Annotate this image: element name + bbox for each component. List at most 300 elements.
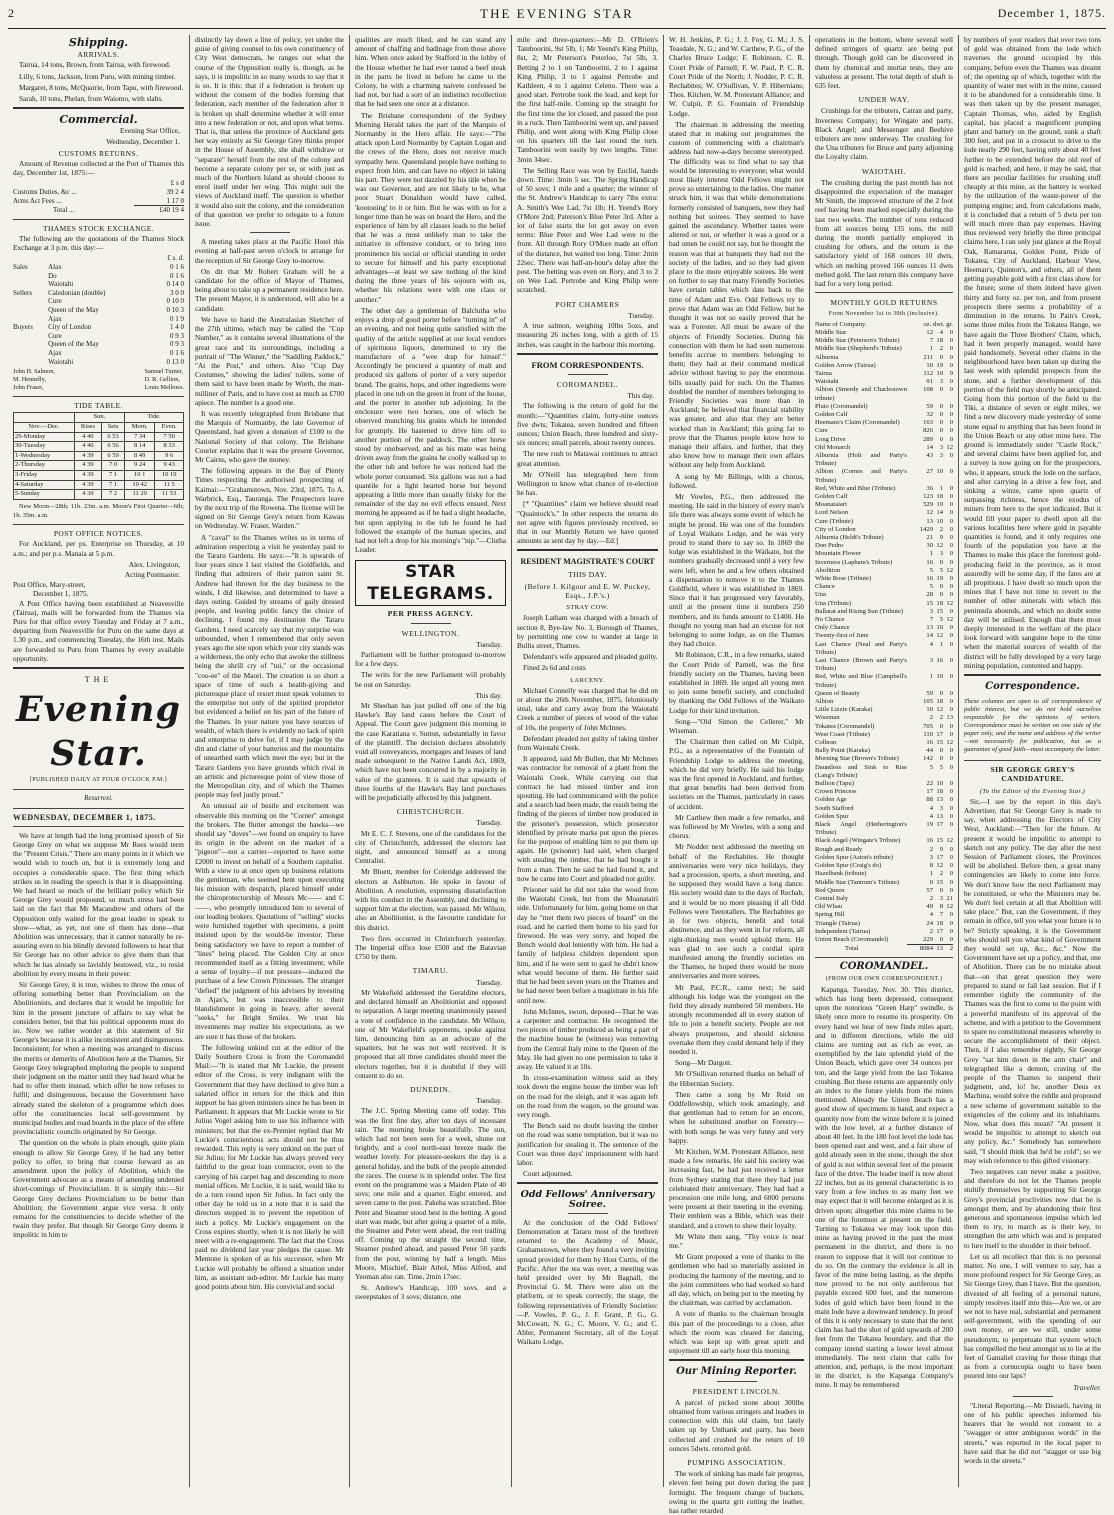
gold-company: Middle Star [815,328,847,336]
stock-row: Do 0 1 6 [48,271,184,280]
oddfellows-paragraph: A song by Mr Billings, with a chorus, followed. [669,471,804,490]
gold-amount: 18 [936,788,943,796]
gold-amount: 12 [946,837,953,845]
gold-amount: 17 [936,853,943,861]
nameplate-the: THE [84,674,113,684]
gold-amount: 19 [926,821,933,829]
gold-amount: 12 [946,566,953,574]
gold-amount: 0 [939,435,943,443]
gold-amount: 4 [929,911,933,919]
gold-amount: 0 [939,935,943,943]
editorial-paragraph: We have at length had the long promised speech of Sir George Grey on what we suppose Mr Rees would term the "Present Crisis." There are many points in it which we would wish to touch on, but it is extremely long and occupies a considerable space. The first thing which strikes us in reading the speech is that it is disappointing. We had heard so much of the brilliant policy which Sir George Grey would propound, so much stress had been laid on the fact that Mr Macandrew and others of the Opposition only waited for the great leader to speak to show—what, as yet, not one of them has done—that Abolition was unnecessary, that it cannot naturally be re-assuring even to his blindly devoted followers to hear that Sir George has no other advice to give them than that which he has already so lavishly bestowed, viz., to resist abolition by every means in their power. [13,830,184,978]
coromandel-paragraph: Kapanga, Tuesday, Nov. 30. This district, which has long been depressed, consequent upon the notorious "Green Harp" swindle, is likely once more to resume its prosperity. On every hand we hear of new finds miles apart, and in different directions, while the old claims are turning out as rich as ever, as exemplified by the late splendid yield of the Union Beach, which gave over 34 ounces per ton, and the large yield from the last Tokatea crushing. But these returns are apparently only an index to the future yields from the mines mentioned. Already the Union Beach has a good show of specimens in hand, and expect a quantity now from the winze before it is joined with the low level, at a further distance of about 40 feet. In the 180 foot level the lode has been opened east and west, and a fair show of gold already seen in the stone, though the shot of gold is not within several feet of the present face of the drive. The leader itself is now about 22 inches, but as its general characteristic is to vary from a few inches to as many feet we may expect that it will become enlarged as it is driven upon; altogether this mine claims to be one of the foremost at present on the field. Turning to Tokatea we may look upon this mine as having proved in the past the most permanent in the district, and there is no reason to suppose that it will not continue to do so. On the contrary the evidence is all in favor of the mine being lasting, as the depths now proved to be not only auriferous but payable exceed 600 feet, and the numerous lodes of gold which have been found in the main lode have a downward tendency. In proof of this it is only necessary to state that the next claim has had the shot of gold upwards of 200 feet from the Tokatea boundary, and that the company intend starting a lower level almost immediately. The next claim that calls for attention, and, perhaps, is the most important in the district, is the Kapanga Company's mine. It may be remembered [815,984,953,1390]
gold-return-row [815,641,953,657]
telegram-paragraph: Two fires occurred in Christchurch yesterday. The Imperial office lose £500 and the Batavian £750 by them. [355,933,506,962]
court-paragraph: John McInnes, sworn, deposed—That he was a carpenter and contractor. He recognised the two pieces of timber produced as being a part of the machine house he (witness) was removing from the Central Italy mine to the Queen of the May. He had given no one permission to take it away. He valued it at 10s. [517,1006,658,1071]
broker-signatures: John H. Salmon, M. Hennelly, John Fraser, Samuel Turner, D. R. Gellion, Louis Mellows. [13,368,184,392]
news-paragraph: qualities are much liked, and he can stand any amount of chaffing and badinage from those above him. When once asked by Stafford in the lobby of the House whether he had ever tasted a beef steak in the parts he lived in before he came to the Colony, he with a charming naivete confessed he had not, but had a sort of an indistinct recollection that he had seen one once at a distance. [355,35,506,109]
running-head [8,6,1106,29]
gold-amount: 0 [949,870,953,878]
gold-company: Albion [815,698,834,706]
news-paragraph: The following unkind cut at the editor of the Daily Southern Cross is from the Coromandel Mail:—"It is stated that Mr Luckie, the present editor of the Cross, is very indignant with the Government that they have declined to give him a salaried office in return for the thick and thin support he has given ministers since he has been in Parliament. It appears that Mr Luckie wrote to Sir Julius Vogel asking him to use his influence with ministers; but that the ex-Premier replied that Mr Luckie's conscientious acts should not be thus rewarded. This reply is very unkind on the part of Sir Julius; for Mr Luckie has always proved very faithful to the great loan contractor, even to the carrying of his carpet bag and descending to more menial offices. Mr Luckie, it is said, would like to do a turn round upon Sir Julius. In fact only the other day he told us in a note that it is said the directors stepped in to prevent the repetition of such a policy. Mr Luckie's engagement on the Cross expires shortly, when it is not likely he will meet with a re-engagement. The fact that the Cross paid no dividend last year pledges the cause. Mr Mentone is spoken of as his successor, when Mr Luckie will probably be offered a situation under him, as assistant sub-editor. Mr Luckie has many good points about him. His convivial and social [195,1042,344,1292]
day-label: This day. [627,391,654,401]
correspondent-paragraph: Mr O'Neill has telegraphed here from Wellington to know what chance of re-election he has. [517,469,658,498]
gold-amount: 0 [949,878,953,886]
divider [13,789,184,790]
gold-amount: 0 [949,911,953,919]
oddfellows-paragraph: Mr Carthew then made a few remarks, and was followed by Mr Vowles, with a song and chorus. [669,812,804,841]
gold-amount: 13 [926,624,933,632]
gold-amount: 14 [926,443,933,451]
published-line: [PUBLISHED DAILY AT FOUR O'CLOCK P.M.] [29,777,168,784]
gold-amount: 17 [926,788,933,796]
gold-return-row [815,755,953,763]
dateline-timaru: TIMARU. [412,966,449,976]
gold-amount: 12 [946,739,953,747]
letter-paragraph: Let us all recollect that this is no personal matter. No one, I will venture to say, has a more profound respect for Sir George Grey, as Sir George Grey, than I have. But the question, divested of all feeling of a personal nature, simply resolves itself into this—Are we, or are we not to have real, substantial and permanent self-government, with the spending of our own money, or are we still, under some pseudonym, to perpetuate that system which has compelled the best amongst us to lie at the feet of Gamaliel craving for those things that as from a cornucopia ought to have been poured into our laps? [964,1251,1101,1381]
court-paragraph: It appeared, said Mr Bullen, that Mr McInnes was contractor for removal of a plant from the Waiotahi Creek. While carrying out that contract he had missed timber and iron spouting. He had communicated with the police and a search had been made, the result being the finding of the pieces of timber now produced in the prisoner's possession, which prosecutor identified by private marks put upon the pieces for the purpose of enabling him to put them up again. He (prisoner) had said, when charged with stealing the timber, that he had bought it from a man. Then he said he had found it, and now he came into Court and pleaded not guilty. [517,754,659,883]
issue-date: December 1, 1875. [997,6,1106,20]
gold-amount: 0 [949,706,953,714]
gold-amount: 4 [939,328,943,336]
gold-return-row [815,559,953,567]
oddfellows-paragraph: Mr Grant proposed a vote of thanks to the gentlemen who had so materially assisted in producing the harmony of the meeting, and to the joint committees who had worked so hard all day, which, on being put to the meeting by the chairman, was carried by acclamation. [669,1252,804,1308]
gold-amount: 0 [939,747,943,755]
gold-amount: 0 [949,550,953,558]
gold-company: Central Italy [815,894,849,902]
mining-reporter-heading: Our Mining Reporter. [676,1366,797,1378]
divider [815,292,953,293]
gold-return-row [815,436,953,444]
column-5 [664,35,810,1515]
divider [1013,1396,1053,1397]
gold-amount: 0 [949,402,953,410]
gold-amount: 8 [939,903,943,911]
gold-amount: 142 [923,755,933,763]
gold-amount: 0 [949,525,953,533]
gold-company: Black Angel (Hetherington's Tribute) [815,821,907,837]
gold-return-row [815,583,953,591]
dateline-dunedin: DUNEDIN. [410,1084,451,1094]
oddfellows-paragraph: The chairman in addressing the meeting stated that in making out programmes the custom of commencing with a chairman's address had now-a-days become stereotyped. The difficulty was to find what to say that would be interesting to everyone; what would most likely interest Odd Fellows might not prove so entertaining to the ladies. One matter struck him, it was that while demonstrations formerly consisted of banquets, now they had nothing but soirees. They seemed to have gained the ascendancy. Whether tastes were altered or not, or whether it was a good or a bad omen he could not say, but he thought the reason was that at banquets they had not the society of the ladies, and so they had given place to the more enjoyable soirees. He went on further to say that many Friendly Societies have certain tables which date back to the time of Adam and Eve. Odd Fellows try to prove that Adam was an Odd Fellow, but he thought it was not so easily proved that he was a Forester. All must be aware of the objects of Friendly Societies. During his connection with them he had seen numerous benefits accrue to members belonging to them; they had at their command medical advice without having to pay the enormous bills usually paid for such. On the Thames doubled the number of members belonging to Friendly Societies was more than in Auckland; he believed that financial stability was greater, and also that they are better worked than in Auckland; this going far to prove that the Thames people know how to manage their affairs, and further, that they also know how to manage their own affairs without any help from Auckland. [669,119,804,470]
gold-return-row [815,354,953,362]
gold-amount: 32 [926,410,933,418]
gold-returns-subheading: From November 1st to 30th (inclusive). [828,311,940,318]
telegram-paragraph: Mr E. C. J. Stevens, one of the candidates for the city of Christchurch, addressed the electors last night, and announced himself as a strong Centralist. [355,828,506,866]
gold-amount: 0 [939,689,943,697]
gold-amount: 12 [936,706,943,714]
gold-amount: 112 [923,369,933,377]
gold-amount: 0 [939,591,943,599]
gold-company: Bally Point (Karaka) [815,747,870,755]
gold-amount: 15 [936,837,943,845]
gold-amount: 0 [949,730,953,738]
nameplate: Evening Star. [16,689,181,775]
gold-return-row [815,714,953,722]
gold-company: Chance [815,583,835,591]
divider [517,353,658,357]
stock-row: Buyers City of London 1 4 0 [13,323,184,332]
gold-amount: 0 [949,804,953,812]
gold-return-row [815,698,953,706]
gold-returns-table [815,321,953,954]
telegram-paragraph: St. Andrew's Handicap, 100 sovs. and a sweepstakes of 3 sovs; distance, one [355,1283,506,1302]
telegram-paragraph: Mr Bluett, member for Coleridge addressed the electors at Ashburton. He spoke in favour of Abolition. A resolution, expressing dissatisfaction with his conduct in the Assembly, and declining to support him at the election, was passed. Mr Wilson, also an Abolitionist, is the favourite candidate for this district. [355,867,506,932]
arrival-item: Margaret, 8 tons, McQuarrie, from Tapu, with firewood. [19,82,184,92]
gold-amount: 0 [949,435,953,443]
gold-amount: 16 [936,657,943,665]
gold-company: City of London [815,525,856,533]
gold-amount: 10 [926,706,933,714]
gold-amount: 18 [936,492,943,500]
gold-total-row: Total 8084 13 2 [845,944,953,953]
gold-return-row [815,378,953,386]
gold-amount: 13 [936,812,943,820]
gold-amount: 13 [936,796,943,804]
mining-paragraph: Crushings for the tributers, Catran and party, Inverness Company; for Wingate and party, Black Angel; and Messenger and Beehive tributers are now underway. The crushing for the Una tributers for Bruce and party adjoining the Loyalty claim. [815,106,953,162]
motto: Resurrexi. [84,794,113,803]
gold-amount: 59 [926,689,933,697]
gold-amount: 12 [926,328,933,336]
gold-amount: 19 [936,574,943,582]
news-paragraph: We have to hand the Australasian Sketcher of the 27th ultimo, which may be called the "Cup Number," as it contains several illustrations of the great race and its surroundings, including a portrait of "The Winner," the "Saddling Paddock," "At the Post," and others. Also "Cup Day Costumes," showing the ladies' toilets, some of them said to have been made by Worth, the man-milliner of Paris, and to have cost as much as £700 apiece. The number is a good one. [195,314,344,407]
arrivals-list [13,60,184,103]
correspondents-heading: FROM CORRESPONDENTS. [531,359,644,370]
gold-amount: 108 [923,386,933,394]
oddfellows-paragraph: Mr Paul, P.C.R., came next; he said although his lodge was the youngest on the field they already numbered 50 members. He strongly recommended all in every station of life to join a benefit society. People are not always prosperous, and should sickness overtake them they could demand help if they needed it. [669,982,804,1056]
gold-return-row [815,575,953,583]
gold-company: Only Chance [815,624,850,632]
news-paragraph: An unusual air of bustle and excitement was observable this morning on the "Corner" amongst the brokers. The flutter amongst the hawks—we should say "doves"—we found on enquiry to have its origin in the advent on the market of a "pigeon"—not a carrier—reported to have some £2000 to invest on behalf of a Southern capitalist. With a view to at once open up business relations the gentleman, who seemed bent upon executing his mission with despatch, placed himself under the chiroprotectorship of Messrs Mc—— and C——, who promptly introduced him to several of our leading brokers. Quotations of "selling" stocks were furnished together with specimens, a point insisted upon by the would-be investor. These being satisfactory we have to report a number of "lines" being placed. The Golden City at once recommended itself as a fitting investment; while a sense of loyalty—if not pressure—induced the purchase of a few Crown Princesses. The stranger "defied" the judgment of his advisers by investing in Ajax's, but was inaccessible to their blandishment in going in heavy, after several "seeks," for Bright Smiles. We trust his investments may realize his expectations, as we are sure it has those of the brokers. [195,801,344,1041]
gold-return-row [815,501,953,509]
gold-amount: 21 [946,894,953,902]
day-label: Tuesday. [476,639,502,649]
gold-company: Middle Star (Tantrum's Tribute) [815,878,900,886]
gold-amount: 0 [949,788,953,796]
divider [13,667,184,671]
oddfellows-paragraph: Song—"Old Simon the Cellerer," Mr Wiseman. [669,716,804,736]
gold-return-row [815,518,953,526]
stock-text: The following are the quotations of the Thames Stock Exchange at 3 p.m. this day:— [13,234,184,253]
gold-return-row [815,854,953,862]
gold-return-row [815,534,953,542]
gold-return-row [815,706,953,714]
gold-amount: 5 [939,566,943,574]
stock-row: Cure 0 9 3 [48,331,184,340]
gold-company: Abolition [815,566,841,574]
gold-amount: 16 [926,574,933,582]
gold-amount: 5 [939,763,943,771]
gold-amount: 12 [936,542,943,550]
gold-company: Alburnia (Heldt's Tribute) [815,533,884,541]
news-paragraph: The Brisbane correspondent of the Sydney Morning Herald takes the part of the Marquis of Normanby in the Hero affair. He says:—"The attack upon Lord Normanby by Captain Logan and the crews of the Hero, does not receive much sympathy here. Queensland people have nothing to expect from him, and can have no object in taking his part. They were not dazzled by his title when he was our Governor, and are not likely to be, what poor Stuart Donaldson would have called, 'kootooing' to it or him. But he was with us for a longer time than he was on board the Hero, and the experience of him by all classes leads to the belief that he was a most unlikely man to take the initiative in offensive conduct, or to bring into prominence his social or official standing in order to secure for himself and his party exceptional advantages—at least we saw nothing of the kind during the three years of his sojourn with us, whether his relations were with one class or another." [355,110,506,304]
gold-company: Black Angel (Wingate's Tribute) [815,837,901,845]
customs-row: Arms Act Fees ... 1 17 0 [13,196,184,205]
gold-return-row [815,862,953,870]
gold-company: Ballarat and Rising Sun (Tribute) [815,607,904,615]
gold-amount: 49 [926,903,933,911]
gold-company: Cure [815,427,828,435]
oddfellows-heading: Odd Fellows' Anniversary Soiree. [520,1189,655,1210]
oddfellows-paragraph: The Chairman then called on Mr Culpit, P.G., as a representative of the Fountain of Friendship Lodge to address the meeting, which he did very briefly. He said his lodge was the first opened in Auckland, and further, that great benefits had been derived from societies on the Thames, particularly in cases of accident. [669,737,804,811]
gold-amount: 1 [939,640,943,648]
gold-amount: 826 [923,427,933,435]
gold-amount: 43 [926,451,933,459]
gold-amount: 88 [926,796,933,804]
gold-company: Una (Tribute) [815,599,852,607]
gold-company: Red, White and Blue (Tribute) [815,484,896,492]
gold-return-row [815,747,953,755]
divider [717,1381,757,1382]
gold-return-row [815,723,953,731]
gold-amount: 3 [929,607,933,615]
gold-col-units: oz. dwt. gr. [923,320,953,328]
gold-company: Waiotahi [815,378,839,386]
gold-amount: 17 [936,927,943,935]
gold-amount: 0 [949,927,953,935]
gold-amount: 12 [936,632,943,640]
gold-amount: 163 [923,419,933,427]
gold-amount: 10 [936,624,943,632]
gold-amount: 0 [949,492,953,500]
post-text: For Auckland, per ps. Enterprise on Thursday, at 10 a.m.; and per p.s. Manaia at 5 p.m. [13,539,184,558]
post-date: December 1, 1875. [33,589,89,599]
news-paragraph: On dit that Mr Robert Graham will be a candidate for the office of Mayor of Thames, being about to take up a permanent residence here. The present Mayor, it is understood, will also be a candidate. [195,266,344,313]
gold-return-row [815,887,953,895]
gold-amount: 12 [946,599,953,607]
divider [250,232,290,233]
gold-amount: 5 [929,763,933,771]
gold-amount: 7 [929,616,933,623]
tide-row: 4-Saturday 4 39 7 1 10 42 11 5 [14,480,184,490]
case-heading: STRAY COW. [566,604,609,612]
gold-company: Tairua [815,369,832,377]
gold-company: Golden Spur (Craig's do) [815,862,882,870]
gold-amount: 0 [949,640,953,648]
oddfellows-paragraph: Mr Vowles, P.G., then addressed the meeting. He said in the history of every man's life there was always some event of which he might be proud. He was one of the founders of Loyal Waikato Lodge, and he was very proud to stand there to say so. In 1869 the lodge was established in the Waikato, but the numbers gradually decreased until a very few were left, when he and a few others obtained a dispensation to remove it to the Thames Goldfield, where it was established in 1869. Since that it has progressed very favorably, until at the present time it numbers 250 members, and its funds amount to £1400. He thought no young man had an excuse for not belonging to some lodge, as on the Thames they had choice. [669,491,804,649]
gold-company: Golden Spur [815,812,849,820]
gold-return-row [815,452,953,468]
gold-amount: 0 [949,574,953,582]
gold-amount: 10 [936,501,943,509]
gold-amount: 0 [949,755,953,763]
day-label: Tuesday. [476,977,502,987]
gold-amount: 0 [949,657,953,665]
post-title: Acting Postmaster. [124,569,180,579]
gold-amount: 3 [939,451,943,459]
court-paragraph: Defendant pleaded not guilty of taking timber from Waiotahi Creek. [517,733,658,753]
editor-note: [* "Quantities" claim we believe should read "Quaintock's." In other respects the returns do not agree with figures previously received, so that in our Monthly Return we have quoted amounts as sent day by day.—Ed.] [517,499,658,546]
telegram-paragraph: The writs for the new Parliament will probably be out on Saturday. [355,670,506,689]
gold-amount: 705 [923,722,933,730]
gold-amount: 12 [946,616,953,623]
gold-return-row [815,796,953,804]
editorial-paragraph: Sir George Grey, it is true, wishes to throw the onus of offering something better than Provincialism on the Abolitionists, and declares that it would be impolitic for him in the present juncture of affairs to say what he considers better, but that his political opponents must do so. Now we rather wonder at this statement of Sir George's because it is alike inconsistent and disingenuous. Inconsistent; for when a meeting was arranged to discuss the merits or demerits of Abolition here at the Thames, Sir George Grey telegraphed imploring the people to suspend their judgment on the matter until they had heard what he had to offer them instead, which offer he now refuses to fulfil; and disingenuous, because the Government have already stated the skeleton of a programme which does offer the constituencies local self-government by municipal bodies and road boards in the place of the effete provincialistic councils originated by Sir George. [13,980,184,1137]
gold-amount: 123 [923,492,933,500]
oddfellows-paragraph: Song—Mr Dargott. [675,1058,733,1068]
gold-company: Colbran [815,739,837,747]
gold-amount: 3 [929,853,933,861]
gold-amount: 0 [949,542,953,550]
coromandel-subheading: (FROM OUR OWN CORRESPONDENT.) [825,975,943,982]
gold-return-row [815,624,953,632]
gold-amount: 10 [926,361,933,369]
gold-amount: 7 [939,911,943,919]
gold-amount: 0 [949,673,953,681]
gold-company: Golden Arrow (Tairua) [815,361,876,369]
gold-amount: 21 [926,533,933,541]
gold-company: Union Beach (Coromandel) [815,935,889,943]
post-place: Post Office, Mary-street, [13,580,86,590]
gold-return-row [815,600,953,608]
arrival-item: Lilly, 6 tons, Jackson, from Puru, with mining timber. [19,71,176,81]
gold-amount: 3 [939,894,943,902]
running-title: THE EVENING STAR [480,6,634,21]
gold-company: Hazelbank (tribute) [815,870,867,878]
dateline-wellington: WELLINGTON. [401,628,460,638]
tide-heading: TIDE TABLE. [74,401,123,411]
gold-company: Crown Princess [815,788,857,796]
gold-return-row [815,879,953,887]
divider [568,374,608,375]
gold-company: Rough and Ready [815,845,863,853]
gold-return-row [815,591,953,599]
gold-amount: 4 [929,812,933,820]
gold-company: Golden Calf [815,492,848,500]
gold-return-row [815,567,953,575]
gold-amount: 12 [946,903,953,911]
coromandel-paragraph: by numbers of your readers that over two tons of gold was obtained from the lode which traverses the ground occupied by this company, before even the Thames was dreamt of; the opening up of which, together with the quantity of water met with in the mine, caused it to be abandoned for a considerable time. It was then taken up by the present manager, Captain Thomas, who, aided by English capital, has placed a magnificent pumping plant and battery on the ground, sunk a shaft 300 feet, and put in a crosscut to drive to the lode nearly 290 feet, having only about 40 feet further to be extended before the old reef of gold is reached; and here, it may be said, that there are peculiar facilities for crushing stuff cheaply at this mine, as the battery is worked by the utilization of the waste-power of the pumping engine; and, from calculations made, it is concluded that a return of 5 dwts per ton will much more than pay expenses. Having thus reviewed very briefly the three principal claims here, I can only just glance at the Royal Oak, Ramarama, Golden Point, Pride of Tokatea, City of Auckland, Harbour View, Heeman's, Quinton's, and others, all of them getting payable gold with a first class show for the future; some of them indeed have given thirty and forty oz. per ton, and from present prospects there seems a probability of a diminution in the returns. In Pain's Creek, some three miles from the Tokatea Range, we have again the Three Brothers' Claim, which, had it been properly managed, would have paid handsomely. Several other claims in the neighbourhood have been taken up during the last week with splendid prospects from the stone, and a further development of this portion of the field may shortly be anticipated. Going from this portion of the field to the Tiki, a distance of seven or eight miles, we find a new discovery made yesterday of some stone equal to anything that has been found in the Union Beach or any other mine here. The ground is immediately under "Castle Rock," and several claims have been applied for, and a survey is now going on for the prospectors, who, it appears, struck the lode on the surface, and after carrying in a drive a few feet, and sinking a winze, came upon quartz of surpassing richness, hence the exodus of miners from here to the spot indicated. But it would fill your paper to dwell upon all the various localities here where gold in payable quantities is found, and it only requires one fourth of the population you have at the Thames to make this place the foremost gold-producing field in the province, as it most assuredly will be some day, if the fates are at all propitious. I have dwelt so much upon the mines that I have not time to revert to the number of other minerals with which this peninsula abounds, and which no doubt some day will be utilised. Enough that there most deeply interested in the welfare of the place look forward with sanguine hope to the time when the material sources of wealth of the district will be fully developed by a very large mining population, contented and happy. [964,35,1101,670]
gold-return-row [815,813,953,821]
telegram-paragraph: Mr Wakefield addressed the Geraldine electors, and declared himself an Abolitionist and opposed to separation. A large meeting unanimously passed a vote of confidence in the candidate. Mr Wilson, one of Mr Wakefield's opponents, spoke against him, denouncing him as an advocate of the squatters, but he was not well received. It is proposed that all three candidates should meet the electors together, but it is doubtful if they will consent to do so. [355,987,506,1080]
gold-return-row [815,920,953,928]
gold-amount: 91 [926,378,933,386]
gold-amount: 10 [936,468,943,476]
gold-amount: 0 [939,558,943,566]
letter-signature: Traveller. [1073,1382,1101,1392]
mining-paragraph: The work of sinking has made fair progress, eleven feet being put down during the past fortnight. The frequent change of buckets, owing to the quartz grit cutting the leather, has rather retarded [669,1469,804,1515]
news-paragraph: A "caval" to the Thames writes us in terms of admiration respecting a visit he yesterday paid to the Tararu Gardens. He says:—"It is upwards of four years since I last visited the Goldfields, and finding that admirers of their patron saint St. Andrew had thrown for the day business to the winds, I did likewise, and determined to have a days outing. Guided by streams of gaily dressed people, and leaving public fancy the choice of declining, I found my destination the Tararu Gardens. I need scarcely say that my surprise was unbounded, when I remembered that only seven years ago the site upon which your city stands was a wilderness, the only echo that awoke the stillness being the shrill cry of "tui," or the occasional "coo-ee" of the Maori. The creation is so short a space of time of such a health-giving and picturesque place of resort must speak volumes to the enterprise not only of the spirited proprietor but evidenced a belief on his part of the future of the Thames. In your nature you have sources of wealth, of which there is evidently no lack of spirit and enterprise to delve for, if I may judge by the din and clatter of your batteries and the mountains of unearthed earth which meet the eye; but in the Tararu Gardens you have grounds which rival in an artistic and picturesque point of view those of the Metropolitan city, and of which the Thames people may feel justly proud." [195,532,344,800]
gold-amount: 2 [939,714,943,722]
gold-amount: 17 [936,821,943,829]
gold-amount: 0 [949,919,953,927]
divider [964,760,1101,761]
page-number: 2 [8,6,15,20]
gold-amount: 4 [929,640,933,648]
mining-paragraph: A parcel of picked stone about 300lbs obtained from various stringers and leaders in connection with this old claim, but lately taken up by Unthank and party, has been collected and crushed for the return of 10 ounces 5dwts. retorted gold. [669,1397,804,1453]
gold-amount: 16 [926,558,933,566]
gold-company: Moanataiari [815,501,847,509]
divider [669,1359,804,1363]
gold-amount: 0 [939,353,943,361]
gold-amount: 18 [936,599,943,607]
gold-amount: 2 [939,345,943,353]
waiotahi-heading: WAIOTAHI. [861,166,907,176]
gold-amount: 0 [949,345,953,353]
court-bench: (Before J. Kilgour and E. W. Puckey, Esqs., J.P.'s.) [524,581,651,600]
post-note: A Post Office having been established at Neavesville (Tairua), mails will be forwarded from the Thames via Puru for that office every Tuesday and Friday at 7 a.m., departing from Neavesville for Puru on the same days at 1.30 p.m., and commencing Tuesday, the 16th inst. Mails are forwarded to Puru from Thames by every available opportunity. [13,598,184,663]
gold-amount: 10 [936,517,943,525]
arrival-item: Tairua, 14 tons, Brown, from Tairua, with firewood. [19,60,171,70]
column-3 [350,35,512,1487]
day-label: Tuesday. [476,818,502,828]
literal-reporting-paragraph: "Literal Reporting.—Mr Disraeli, having in one of his public speeches informed his hearers that he would not consent to a "swagger or utter ambiguous words" in the streets," was reported in the local paper to have said that he did not "stagger or use big words in the streets." [964,1400,1101,1466]
editorial-dateline: WEDNESDAY, DECEMBER 1, 1875. [13,812,156,822]
gold-company: Don Pedro [815,542,844,550]
gold-company: Last Chance (Neal and Party's Tribute) [815,640,907,656]
gold-amount: 22 [926,780,933,788]
gold-amount: 0 [949,410,953,418]
case-heading: LARCENY. [570,676,605,684]
gold-amount: 12 [926,509,933,517]
gold-amount: 0 [949,845,953,853]
gold-company: Una [815,591,826,599]
gold-amount: 0 [949,583,953,591]
gold-amount: 2 [939,870,943,878]
divider [13,524,184,525]
gold-amount: 289 [923,435,933,443]
telegram-paragraph: Mr Sheehan has just pulled off one of the big Hawke's Bay land cases before the Court of Appeal. The Court gave judgment this morning in the case Karatiana v. Sutton, substantially in favor of the plaintiff. The decision declares absolutely void all conveyances, mortgages and leases of land made subsequent to the Native Lands Act, 1869, which have not been concurred in by a majority in value of the grantees. It is said that upwards of three fourths of the Hawke's Bay land purchases will be prejudicially affected by this judgment. [355,701,506,803]
gold-amount: 36 [926,484,933,492]
stock-row: Cure 0 10 0 [48,297,184,306]
gold-company: Heemans's Claim (Coromandel) [815,419,900,427]
oddfellows-paragraph: Mr O'Sullivan returned thanks on behalf of the Hibernian Society. [669,1069,804,1088]
tide-row: 30-Tuesday 4 40 6 56 8 14 8 33 [14,442,184,452]
stock-row: Ajax 0 1 9 [48,314,184,323]
gold-amount: 0 [949,501,953,509]
gold-company: Old Monarch [815,443,851,451]
letter-paragraph: Two negatives can never make a positive, and therefore do not let the Thames people stultify themselves by supporting Sir George Grey's provincial proclivities now that he is amongst them, and by abandoning their first generous and spontaneous impulse which led them to try, to march as is their key, to strengthen the arm which was and is prepared to lure itself to the shoulder in their behoof. [964,1166,1101,1250]
divider [568,1213,608,1214]
column-4 [512,35,664,1487]
correspondence-heading: Correspondence. [985,681,1080,693]
gold-company: Inverness (Lapham's Tribute) [815,558,893,566]
day-label: Tuesday. [628,310,654,320]
telegram-paragraph: A true salmon, weighing 10lbs 5ozs, and measuring 26 inches long, with a girth of 15 inches, was caught in the harbour this morning. [517,321,658,349]
telegram-paragraph: The J.C. Spring Meeting came off today. This was the first fine day, after ten days of incessant rain. The morning broke beautifully. The sun, which had not been seen for a week, shone out brightly, and a cool north-east breeze made the weather lovely. For pleasure-seekers the day is a general holiday, and the bulk of the people attended the races. The course is in splendid order. The first event on the programme was a Maiden Plate of 40 sovs; one mile and a quarter. Eight entered, and seven came to the post. Pakeha was scratched. Blue Peter and Steamer stood best in the betting. A good start was made, but after going a quarter of a mile, the Steamer and Peter went ahead, the rest trailing off. Coming up the straight the second time, Steamer pushed ahead, and passed Peter 50 yards from the post, winning by half a length. Miss Moore, Mischief, Blair Athol, Miss Alfred, and Yeoman also ran. Time, 2min 17sec. [355,1106,506,1281]
gold-amount: 105 [923,698,933,706]
divider [13,107,184,111]
stock-row: Waiotahi 0 14 0 [48,280,184,289]
gold-amount: 27 [926,468,933,476]
divider [13,219,184,220]
gold-return-row [815,731,953,739]
court-paragraph: In cross-examination witness said as they took down the engine house the timber was left on the road for the sleigh, and it was again left on the road from the wagon, so the ground was very rough. [517,1073,658,1119]
gold-company: Morning Star (Brown's Tribute) [815,755,899,763]
gold-company: Triangle (Tairua) [815,919,860,927]
telegram-paragraph: Parliament will be further prorogued to-morrow for a few days. [355,649,506,669]
gold-amount: 229 [923,935,933,943]
telegram-paragraph: The Selling Race was won by Euclid, hands down. Time: 3min 5 sec. The Spring Handicap of 50 sovs; 1 mile and a quarter; the winner of the St. Andrew's Handicap to carry 7lbs extra: A. Smith's Wee Lad, 7st 1lb; H. Yeend's Rory O'More 2nd; Paterson's Blue Peter 3rd. After a lot of false starts the lot got away on even terms: Blue Peter and Wee Lad were to the front. All through Rory O'More made an effort of the distance, but waited too long. Time: 2min 22sec. There was half-an-hour's delay after the post. The betting was even on Rory, and 3 to 2 on Wee Lad. Pertrobe and King Philip were scratched. [517,165,658,295]
court-paragraph: The Bench said no doubt leaving the timber on the road was some temptation, but it was no justification for stealing it. The sentence of the Court was three days' imprisonment with hard labor. [517,1121,658,1167]
gold-amount: 0 [949,468,953,476]
divider [815,957,953,958]
gold-amount: 0 [949,821,953,829]
stock-units: £ s. d. [167,254,184,263]
letter-heading: SIR GEORGE GREY'S CANDIDATURE. [990,765,1075,784]
gold-company: Mountain Flower [815,550,861,558]
gold-return-row [815,509,953,517]
news-paragraph: The following appears in the Bay of Plenty Times respecting the authorised prospecting of Kaimai:—"Grahamstown, Nov. 23rd, 1875. To A. Warbrick, Esq., Tauranga. The Prospectors leave by the next trip of the Rowena. The license will be signed on Sir George Grey's return from Kawau on Wednesday. W. Fraser, Warden." [195,466,344,531]
oddfellows-paragraph: W. H. Jenkins, P. G.; J. J. Foy, G. M.; J. S. Teasdale, N. G.; and W. Carthew, P. G., of the Charles Bruce Lodge; F. Robinson, C. R. Court Pride of Parnell; F. W. Paul, P. C. R. Court Pride of the North; J. Nodder, P. C. R. Rechabites; W. O'Sullivan, V. P. Hibernians; Thos. Kitchen, W. M. Protestant Alliance; and W. Culpit, P. G. Fountain of Friendship Lodge. [669,35,804,118]
gold-amount: 0 [939,402,943,410]
gold-amount: 0 [939,427,943,435]
gold-return-row [815,632,953,640]
coromandel-heading: COROMANDEL. [839,961,929,973]
gold-amount: 0 [949,337,953,345]
gold-amount: 7 [929,337,933,345]
gold-amount: 18 [936,919,943,927]
